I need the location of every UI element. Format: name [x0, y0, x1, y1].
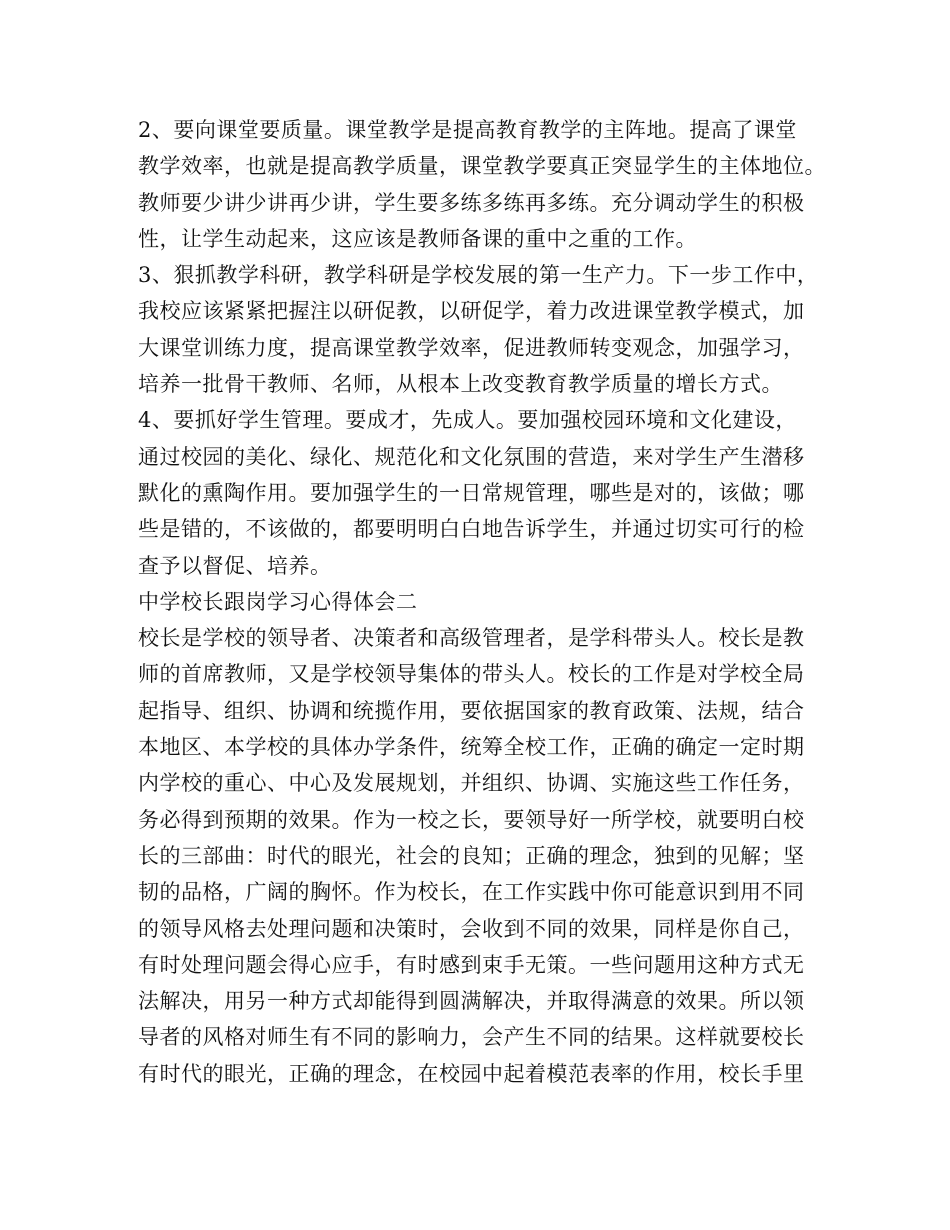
text-line-10: 通过校园的美化、绿化、规范化和文化氛围的营造，来对学生产生潜移 — [138, 444, 805, 469]
document-body — [138, 112, 838, 1092]
text-line-6: 我校应该紧紧把握注以研促教，以研促学，着力改进课堂教学模式，加 — [138, 299, 805, 324]
text-line-20: 务必得到预期的效果。作为一校之长，要领导好一所学校，就要明白校 — [138, 807, 805, 832]
text-line-21: 长的三部曲：时代的眼光，社会的良知；正确的理念，独到的见解；坚 — [138, 843, 805, 868]
text-line-25: 法解决，用另一种方式却能得到圆满解决，并取得满意的效果。所以领 — [138, 989, 805, 1014]
text-line-5: 3、狠抓教学科研，教学科研是学校发展的第一生产力。下一步工作中， — [138, 263, 819, 288]
section-heading: 中学校长跟岗学习心得体会二 — [138, 589, 418, 614]
text-line-24: 有时处理问题会得心应手，有时感到束手无策。一些问题用这种方式无 — [138, 952, 805, 977]
text-line-7: 大课堂训练力度，提高课堂教学效率，促进教师转变观念，加强学习， — [138, 335, 805, 360]
text-line-19: 内学校的重心、中心及发展规划，并组织、协调、实施这些工作任务， — [138, 771, 805, 796]
text-line-2: 教学效率，也就是提高教学质量，课堂教学要真正突显学生的主体地位。 — [138, 154, 826, 179]
text-line-23: 的领导风格去处理问题和决策时，会收到不同的效果，同样是你自己， — [138, 916, 805, 941]
text-line-3: 教师要少讲少讲再少讲，学生要多练多练再多练。充分调动学生的积极 — [138, 190, 805, 215]
text-line-13: 查予以督促、培养。 — [138, 553, 332, 578]
text-line-16: 师的首席教师，又是学校领导集体的带头人。校长的工作是对学校全局 — [138, 662, 805, 687]
text-line-8: 培养一批骨干教师、名师，从根本上改变教育教学质量的增长方式。 — [138, 372, 783, 397]
text-line-4: 性，让学生动起来，这应该是教师备课的重中之重的工作。 — [138, 226, 697, 251]
text-line-22: 韧的品格，广阔的胸怀。作为校长，在工作实践中你可能意识到用不同 — [138, 880, 805, 905]
text-line-26: 导者的风格对师生有不同的影响力，会产生不同的结果。这样就要校长 — [138, 1025, 805, 1050]
text-line-11: 默化的熏陶作用。要加强学生的一日常规管理，哪些是对的，该做；哪 — [138, 480, 805, 505]
text-line-12: 些是错的，不该做的，都要明明白白地告诉学生，并通过切实可行的检 — [138, 517, 805, 542]
text-line-1: 2、要向课堂要质量。课堂教学是提高教育教学的主阵地。提高了课堂 — [138, 118, 797, 142]
text-line-17: 起指导、组织、协调和统揽作用，要依据国家的教育政策、法规，结合 — [138, 698, 805, 723]
text-line-9: 4、要抓好学生管理。要成才，先成人。要加强校园环境和文化建设， — [138, 408, 797, 433]
text-line-18: 本地区、本学校的具体办学条件，统筹全校工作，正确的确定一定时期 — [138, 735, 805, 760]
text-line-27: 有时代的眼光，正确的理念，在校园中起着模范表率的作用，校长手里 — [138, 1061, 805, 1086]
text-line-15: 校长是学校的领导者、决策者和高级管理者，是学科带头人。校长是教 — [138, 626, 805, 651]
